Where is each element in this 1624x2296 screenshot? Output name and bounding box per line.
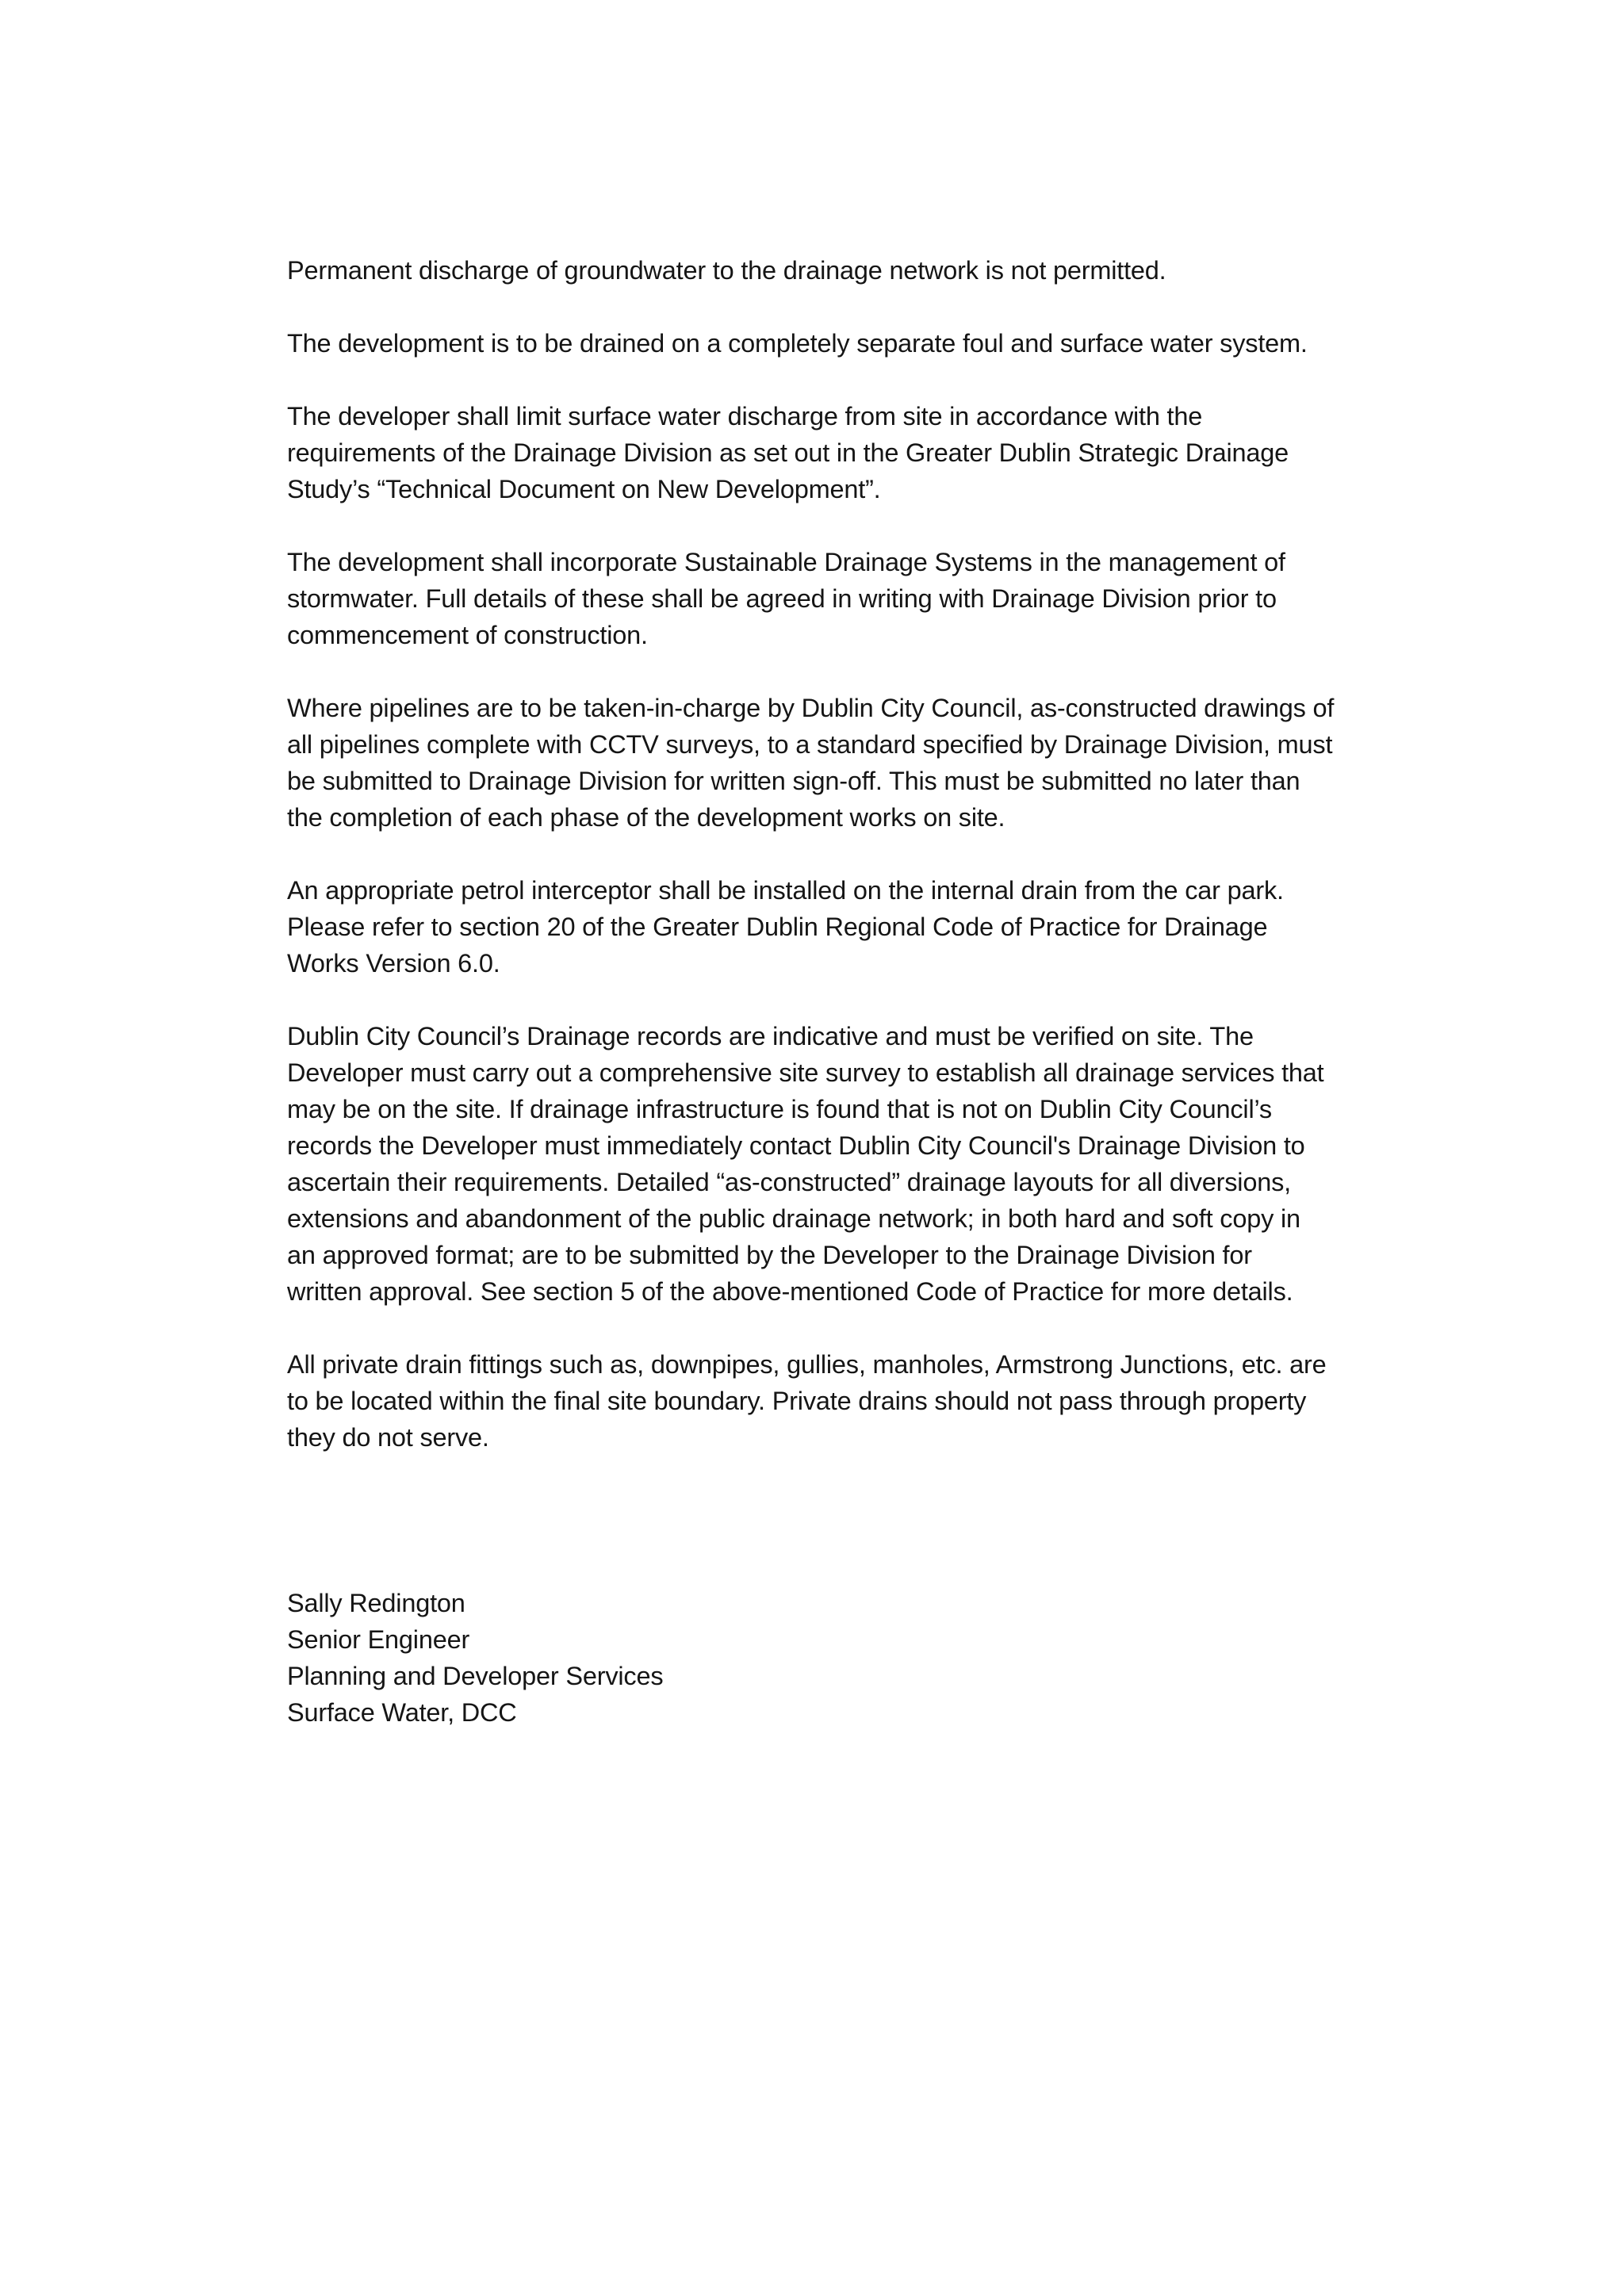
text-line: All private drain fittings such as, downpipes, gullies, manholes, Armstrong Junctions, etc. are — [287, 1350, 1327, 1379]
text-line: Dublin City Council’s Drainage records are indicative and must be verified on site. The — [287, 1022, 1254, 1050]
text-line: Developer must carry out a comprehensive site survey to establish all drainage services that — [287, 1058, 1324, 1087]
paragraph-surface-water-discharge — [287, 398, 1461, 507]
text-line: Study’s “Technical Document on New Development”. — [287, 475, 881, 503]
paragraph-suds — [287, 544, 1461, 653]
text-line: all pipelines complete with CCTV surveys, to a standard specified by Drainage Division, must — [287, 730, 1333, 759]
signatory-division: Surface Water, DCC — [287, 1698, 517, 1727]
paragraph-groundwater — [287, 252, 1461, 289]
text-line: The development shall incorporate Sustainable Drainage Systems in the management of — [287, 548, 1285, 576]
text-line: The development is to be drained on a completely separate foul and surface water system. — [287, 329, 1308, 358]
text-line: extensions and abandonment of the public drainage network; in both hard and soft copy in — [287, 1204, 1300, 1233]
text-line: Works Version 6.0. — [287, 949, 500, 978]
paragraph-separate-system — [287, 325, 1461, 362]
text-line: records the Developer must immediately contact Dublin City Council's Drainage Division to — [287, 1131, 1305, 1160]
text-line: the completion of each phase of the development works on site. — [287, 803, 1005, 832]
text-line: be submitted to Drainage Division for written sign-off. This must be submitted no later than — [287, 767, 1300, 795]
signatory-title: Senior Engineer — [287, 1625, 470, 1654]
text-line: Please refer to section 20 of the Greater Dublin Regional Code of Practice for Drainage — [287, 913, 1268, 941]
paragraph-private-drain-fittings — [287, 1346, 1461, 1456]
text-line: written approval. See section 5 of the above-mentioned Code of Practice for more details. — [287, 1277, 1293, 1306]
signatory-department: Planning and Developer Services — [287, 1662, 664, 1690]
text-line: ascertain their requirements. Detailed “as-constructed” drainage layouts for all diversions, — [287, 1168, 1291, 1196]
paragraph-drainage-records — [287, 1018, 1461, 1310]
text-line: commencement of construction. — [287, 621, 648, 649]
document-body — [287, 252, 1461, 1492]
text-line: an approved format; are to be submitted by the Developer to the Drainage Division for — [287, 1241, 1252, 1269]
text-line: requirements of the Drainage Division as set out in the Greater Dublin Strategic Drainage — [287, 438, 1289, 467]
text-line: An appropriate petrol interceptor shall be installed on the internal drain from the car park. — [287, 876, 1284, 905]
text-line: The developer shall limit surface water discharge from site in accordance with the — [287, 402, 1203, 430]
text-line: they do not serve. — [287, 1423, 489, 1452]
text-line: Where pipelines are to be taken-in-charge by Dublin City Council, as-constructed drawings of — [287, 694, 1335, 722]
text-line: Permanent discharge of groundwater to the drainage network is not permitted. — [287, 256, 1166, 285]
paragraph-petrol-interceptor — [287, 872, 1461, 982]
signatory-name: Sally Redington — [287, 1589, 465, 1617]
text-line: to be located within the final site boundary. Private drains should not pass through property — [287, 1387, 1307, 1415]
signature-block — [287, 1585, 1001, 1731]
text-line: stormwater. Full details of these shall be agreed in writing with Drainage Division prior to — [287, 584, 1277, 613]
text-line: may be on the site. If drainage infrastructure is found that is not on Dublin City Council’s — [287, 1095, 1272, 1123]
paragraph-pipelines-taken-in-charge — [287, 690, 1461, 836]
